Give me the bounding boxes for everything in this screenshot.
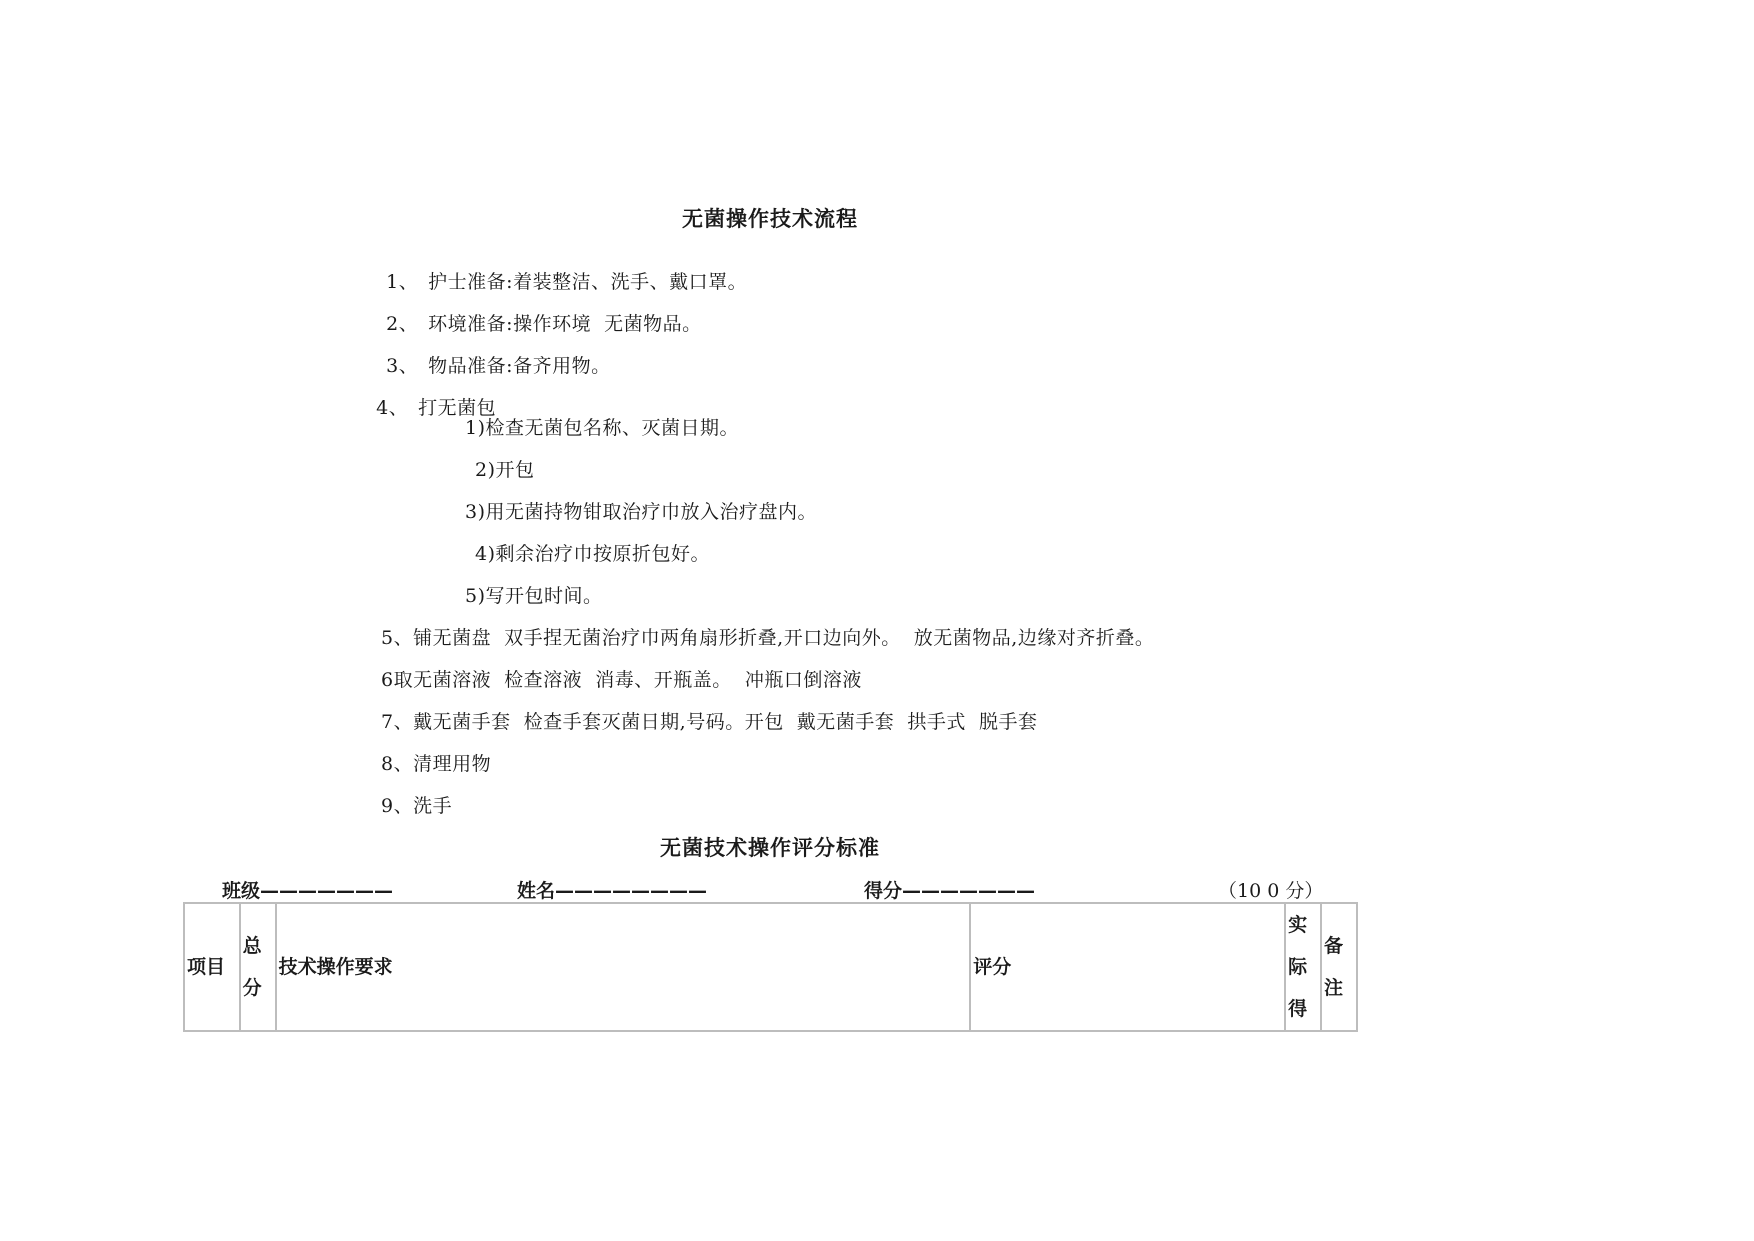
column-header-requirements: 技术操作要求 — [276, 903, 971, 1031]
step-8: 8、清理用物 — [381, 753, 492, 775]
substep-1: 1)检查无菌包名称、灭菌日期。 — [465, 417, 740, 439]
class-field-label: 班级——————— — [222, 880, 394, 902]
substep-5: 5)写开包时间。 — [465, 585, 603, 607]
substep-3: 3)用无菌持物钳取治疗巾放入治疗盘内。 — [465, 501, 818, 523]
step-7: 7、戴无菌手套 检查手套灭菌日期,号码。开包 戴无菌手套 拱手式 脱手套 — [381, 711, 1038, 733]
procedure-title: 无菌操作技术流程 — [682, 207, 858, 231]
table-header-row — [184, 903, 1357, 1031]
substep-4: 4)剩余治疗巾按原折包好。 — [475, 543, 711, 565]
name-field-label: 姓名———————— — [517, 880, 708, 902]
step-number: 1、 — [386, 271, 419, 293]
step-5: 5、铺无菌盘 双手捏无菌治疗巾两角扇形折叠,开口边向外。 放无菌物品,边缘对齐折叠。 — [381, 627, 1155, 649]
column-header-actual: 实际得 — [1285, 903, 1321, 1031]
step-6: 6取无菌溶液 检查溶液 消毒、开瓶盖。 冲瓶口倒溶液 — [381, 669, 862, 691]
column-header-total: 总分 — [240, 903, 276, 1031]
step-number: 3、 — [386, 355, 419, 377]
step-text: 物品准备:备齐用物。 — [428, 355, 611, 377]
column-header-item: 项目 — [184, 903, 240, 1031]
step-number: 4、 — [376, 397, 409, 419]
substep-2: 2)开包 — [475, 459, 535, 481]
grading-title: 无菌技术操作评分标准 — [660, 836, 880, 860]
step-9: 9、洗手 — [381, 795, 453, 817]
step-text: 环境准备:操作环境 无菌物品。 — [428, 313, 702, 335]
score-field-label: 得分——————— — [864, 880, 1036, 902]
step-text: 护士准备:着装整洁、洗手、戴口罩。 — [428, 271, 748, 293]
column-header-scoring: 评分 — [970, 903, 1285, 1031]
step-text: 打无菌包 — [418, 397, 497, 419]
step-number: 2、 — [386, 313, 419, 335]
total-score-note: （10 0 分） — [1218, 880, 1324, 902]
grading-table — [183, 902, 1358, 1032]
column-header-remarks: 备注 — [1321, 903, 1357, 1031]
